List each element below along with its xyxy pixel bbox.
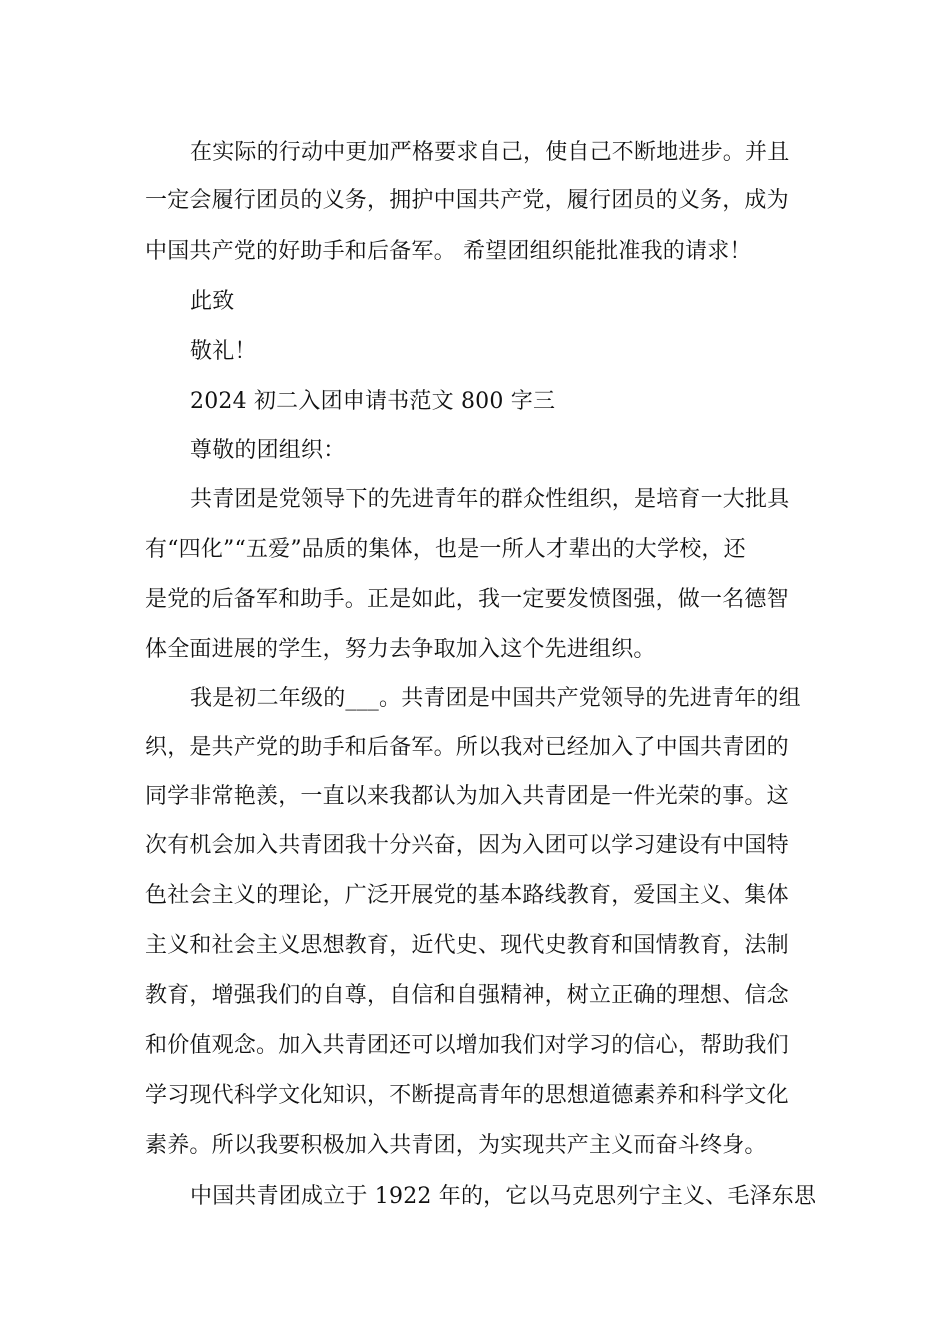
paragraph-line: 共青团是党领导下的先进青年的群众性组织，是培育一大批具 bbox=[190, 487, 790, 512]
paragraph-line: 教育，增强我们的自尊，自信和自强精神，树立正确的理想、信念 bbox=[145, 983, 789, 1008]
paragraph-line: 主义和社会主义思想教育，近代史、现代史教育和国情教育，法制 bbox=[145, 933, 789, 958]
paragraph-line: 我是初二年级的___。共青团是中国共产党领导的先进青年的组 bbox=[190, 686, 801, 711]
section-title: 2024 初二入团申请书范文 800 字三 bbox=[190, 389, 556, 414]
paragraph-line: 有“四化”“五爱”品质的集体，也是一所人才辈出的大学校，还 bbox=[145, 537, 746, 562]
paragraph-line: 体全面进展的学生，努力去争取加入这个先进组织。 bbox=[145, 637, 656, 662]
paragraph-line: 中国共产党的好助手和后备军。 希望团组织能批准我的请求！ bbox=[145, 239, 752, 264]
closing-line: 敬礼！ bbox=[190, 339, 257, 364]
paragraph-line: 在实际的行动中更加严格要求自己，使自己不断地进步。并且 bbox=[190, 140, 790, 165]
salutation-line: 此致 bbox=[190, 289, 235, 314]
paragraph-line: 素养。所以我要积极加入共青团，为实现共产主义而奋斗终身。 bbox=[145, 1133, 767, 1158]
paragraph-line: 一定会履行团员的义务，拥护中国共产党，履行团员的义务，成为 bbox=[145, 188, 789, 213]
paragraph-line: 同学非常艳羡，一直以来我都认为加入共青团是一件光荣的事。这 bbox=[145, 784, 789, 809]
paragraph-line: 次有机会加入共青团我十分兴奋，因为入团可以学习建设有中国特 bbox=[145, 833, 789, 858]
paragraph-line: 是党的后备军和助手。正是如此，我一定要发愤图强，做一名德智 bbox=[145, 587, 789, 612]
paragraph-line: 织，是共产党的助手和后备军。所以我对已经加入了中国共青团的 bbox=[145, 735, 789, 760]
greeting-line: 尊敬的团组织： bbox=[190, 438, 346, 463]
paragraph-line: 中国共青团成立于 1922 年的，它以马克思列宁主义、毛泽东思 bbox=[190, 1184, 817, 1209]
paragraph-line: 色社会主义的理论，广泛开展党的基本路线教育，爱国主义、集体 bbox=[145, 883, 789, 908]
paragraph-line: 和价值观念。加入共青团还可以增加我们对学习的信心，帮助我们 bbox=[145, 1033, 789, 1058]
paragraph-line: 学习现代科学文化知识，不断提高青年的思想道德素养和科学文化 bbox=[145, 1083, 789, 1108]
